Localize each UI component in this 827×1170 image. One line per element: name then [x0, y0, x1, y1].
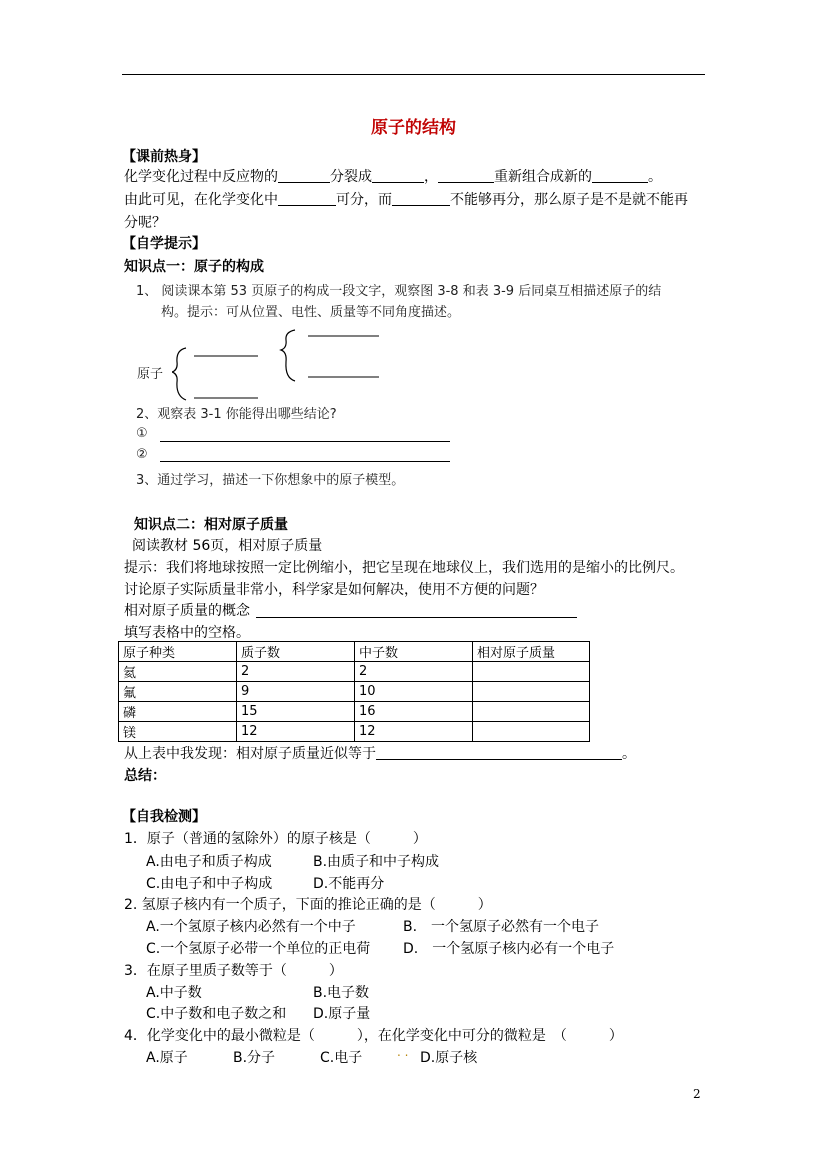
warmup-text: 可分，而 — [336, 192, 392, 208]
hint-text: 提示：我们将地球按照一定比例缩小，把它呈现在地球仪上，我们选用的是缩小的比例尺。 — [124, 560, 684, 576]
column-header: 相对原子质量 — [473, 642, 590, 662]
selfstudy-heading: 【自学提示】 — [122, 236, 206, 252]
warmup-text: 不能够再分，那么原子是不是就不能再 — [450, 192, 688, 208]
summary-label: 总结： — [124, 768, 166, 784]
option-a[interactable]: A.原子 — [146, 1050, 188, 1066]
discussion-text: 讨论原子实际质量非常小，科学家是如何解决，使用不方便的问题？ — [124, 582, 544, 598]
decorative-dots: . . — [397, 1045, 409, 1059]
question-1-line-1: 1、 阅读课本第 53 页原子的构成一段文字，观察图 3-8 和表 3-9 后同桌互相描述原子的结 — [136, 284, 662, 299]
table-cell: 2 — [355, 662, 473, 682]
check-question-2: 2. 氢原子核内有一个质子，下面的推论正确的是（ ） — [124, 897, 492, 913]
table-cell-blank[interactable] — [473, 662, 590, 682]
warmup-line-1 — [124, 166, 662, 186]
answer-blank[interactable] — [278, 191, 336, 206]
warmup-heading: 【课前热身】 — [122, 149, 206, 165]
warmup-text: ， — [424, 169, 438, 185]
page-title: 原子的结构 — [371, 118, 456, 138]
table-cell: 氟 — [119, 682, 237, 702]
answer-blank[interactable] — [278, 168, 330, 183]
option-a[interactable]: A.由电子和质子构成 — [146, 854, 272, 870]
option-d[interactable]: D. 一个氢原子核内必有一个电子 — [403, 941, 615, 957]
table-row — [119, 702, 590, 722]
table-cell: 16 — [355, 702, 473, 722]
table-cell-blank[interactable] — [473, 682, 590, 702]
atom-data-table — [118, 641, 590, 742]
warmup-line-3: 分呢？ — [124, 215, 166, 231]
option-a[interactable]: A.一个氢原子核内必然有一个中子 — [146, 919, 356, 935]
answer-blank[interactable] — [438, 168, 494, 183]
warmup-text: 重新组合成新的 — [494, 169, 592, 185]
option-c[interactable]: C.由电子和中子构成 — [146, 876, 273, 892]
table-cell: 磷 — [119, 702, 237, 722]
answer-blank[interactable] — [592, 168, 648, 183]
question-2: 2、观察表 3-1 你能得出哪些结论? — [136, 407, 337, 422]
discovery-end: 。 — [622, 746, 636, 762]
warmup-text: 由此可见，在化学变化中 — [124, 192, 278, 208]
answer-marker-1: ① — [136, 426, 148, 441]
answer-line[interactable] — [160, 461, 450, 462]
column-header: 中子数 — [355, 642, 473, 662]
table-row — [119, 662, 590, 682]
column-header: 质子数 — [237, 642, 355, 662]
option-c[interactable]: C.一个氢原子必带一个单位的正电荷 — [146, 941, 371, 957]
table-cell-blank[interactable] — [473, 722, 590, 742]
table-cell: 12 — [355, 722, 473, 742]
page-number: 2 — [693, 1087, 701, 1101]
table-header-row — [119, 642, 590, 662]
table-cell: 镁 — [119, 722, 237, 742]
table-row — [119, 682, 590, 702]
header-rule — [122, 74, 705, 75]
table-cell: 15 — [237, 702, 355, 722]
knowledge-point-2-title: 知识点二：相对原子质量 — [134, 517, 288, 533]
knowledge-point-1-title: 知识点一：原子的构成 — [124, 259, 264, 275]
option-d[interactable]: D.不能再分 — [313, 876, 385, 892]
option-c[interactable]: C.电子 — [320, 1050, 363, 1066]
option-b[interactable]: B.电子数 — [313, 985, 370, 1001]
answer-marker-2: ② — [136, 447, 148, 462]
discovery-text: 从上表中我发现：相对原子质量近似等于 — [124, 746, 376, 762]
warmup-line-2 — [124, 189, 688, 209]
question-3: 3、通过学习，描述一下你想象中的原子模型。 — [136, 473, 405, 488]
concept-prompt: 相对原子质量的概念 — [124, 603, 250, 619]
table-cell: 2 — [237, 662, 355, 682]
option-b[interactable]: B. 一个氢原子必然有一个电子 — [403, 919, 600, 935]
self-check-heading: 【自我检测】 — [122, 809, 206, 825]
option-b[interactable]: B.分子 — [233, 1050, 276, 1066]
right-brace — [281, 330, 295, 381]
table-cell-blank[interactable] — [473, 702, 590, 722]
option-d[interactable]: D.原子量 — [313, 1006, 371, 1022]
atom-structure-brace-diagram — [172, 326, 387, 404]
column-header: 原子种类 — [119, 642, 237, 662]
atom-label: 原子 — [137, 367, 164, 382]
table-row — [119, 722, 590, 742]
warmup-text: 化学变化过程中反应物的 — [124, 169, 278, 185]
check-question-3: 3．在原子里质子数等于（ ） — [124, 963, 343, 979]
option-a[interactable]: A.中子数 — [146, 985, 202, 1001]
warmup-text: 分裂成 — [330, 169, 372, 185]
question-1-line-2: 构。提示：可从位置、电性、质量等不同角度描述。 — [161, 305, 461, 320]
table-cell: 氦 — [119, 662, 237, 682]
check-question-1: 1．原子（普通的氢除外）的原子核是（ ） — [124, 831, 427, 847]
warmup-text: 。 — [648, 169, 662, 185]
table-cell: 10 — [355, 682, 473, 702]
answer-blank[interactable] — [372, 168, 424, 183]
table-cell: 12 — [237, 722, 355, 742]
check-question-4: 4．化学变化中的最小微粒是（ ），在化学变化中可分的微粒是 （ ） — [124, 1028, 623, 1044]
option-b[interactable]: B.由质子和中子构成 — [313, 854, 440, 870]
discovery-prompt — [124, 743, 636, 763]
left-brace — [172, 348, 186, 400]
read-instruction: 阅读教材 56页，相对原子质量 — [132, 538, 323, 554]
fill-table-instruction: 填写表格中的空格。 — [124, 625, 250, 641]
answer-blank[interactable] — [376, 745, 622, 760]
option-c[interactable]: C.中子数和电子数之和 — [146, 1006, 287, 1022]
answer-blank[interactable] — [392, 191, 450, 206]
answer-line[interactable] — [256, 617, 577, 618]
table-cell: 9 — [237, 682, 355, 702]
option-d[interactable]: D.原子核 — [420, 1050, 478, 1066]
answer-line[interactable] — [160, 441, 450, 442]
